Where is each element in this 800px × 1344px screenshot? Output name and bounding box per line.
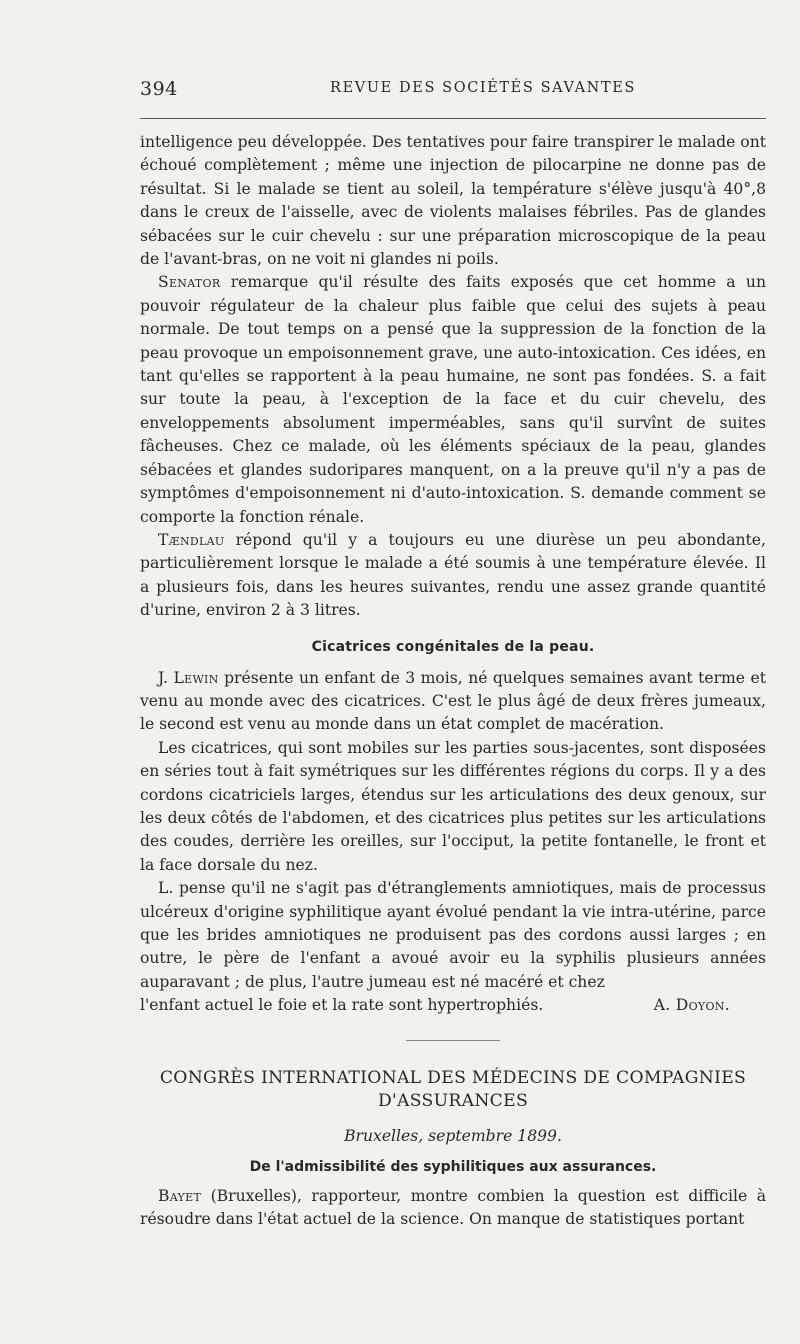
speaker-name: Senator	[158, 273, 221, 292]
section-divider	[406, 1040, 500, 1041]
paragraph-lewin	[140, 667, 766, 737]
paragraph-diagnosis: L. pense qu'il ne s'agit pas d'étranglements amniotiques, mais de processus ulcéreux d'origine syphilitique ayant évolué pendant la vie intra-utérine, parce que les brides amniotiques ne produisent pas des cordons aussi larges ; en outre, le père de l'enfant a avoué avoir eu la syphilis plusieurs années auparavant ; de plus, l'autre jumeau est né macéré et chez	[140, 879, 766, 991]
paragraph-text: répond qu'il y a toujours eu une diurèse un peu abondante, particulièrement lorsque le malade a été soumis à une température élevée. Il a plusieurs fois, dans les heures suivantes, rendu une assez grande quantité d'urine, environ 2 à 3 litres.	[140, 530, 766, 620]
speaker-name: Lewin	[173, 668, 219, 687]
paragraph-text: (Bruxelles), rapporteur, montre combien la question est difficile à résoudre dans l'état actuel de la science. On manque de statistiques portant	[140, 1186, 766, 1229]
speaker-name: Bayet	[158, 1186, 202, 1205]
congress-title	[140, 1067, 766, 1113]
paragraph-continuation: intelligence peu développée. Des tentatives pour faire transpirer le malade ont échoué complètement ; même une injection de pilocarpine ne donne pas de résultat. Si le malade se tient au soleil, la température s'élève jusqu'à 40°,8 dans le creux de l'aisselle, avec de violents malaises fébriles. Pas de glandes sébacées sur le cuir chevelu : sur une préparation microscopique de la peau de l'avant-bras, on ne voit ni glandes ni poils.	[140, 133, 766, 269]
body-text	[140, 131, 766, 1231]
dateline: Bruxelles, septembre 1899.	[344, 1126, 562, 1145]
paragraph-last-line: l'enfant actuel le foie et la rate sont hypertrophiés.	[140, 996, 544, 1015]
running-head	[140, 78, 766, 102]
author-signature: A. Doyon.	[653, 996, 730, 1015]
paragraph-scars: Les cicatrices, qui sont mobiles sur les parties sous-jacentes, sont disposées en séries tout à fait symétriques sur les différentes régions du corps. Il y a des cordons cicatriciels larges, étendus sur les articulations des deux genoux, sur les deux côtés de l'abdomen, et des cicatrices plus petites sur les articulations des coudes, derrière les oreilles, sur l'occiput, la petite fontanelle, le front et la face dorsale du nez.	[140, 738, 766, 874]
paragraph-bayet	[140, 1185, 766, 1232]
subsection-title: De l'admissibilité des syphilitiques aux assurances.	[249, 1158, 657, 1175]
paragraph-senator	[140, 271, 766, 528]
page-number: 394	[140, 78, 178, 100]
speaker-name: Tændlau	[158, 530, 225, 549]
initial: J.	[158, 668, 174, 687]
paragraph-text: remarque qu'il résulte des faits exposés que cet homme a un pouvoir régulateur de la chaleur plus faible que celui des sujets à peau normale. De tout temps on a pensé que la suppression de la fonction de la peau provoque un empoisonnement grave, une auto-intoxication. Ces idées, en tant qu'elles se rapportent à la peau humaine, ne sont pas fondées. S. a fait sur toute la peau, à l'exception de la face et du cuir chevelu, des enveloppements absolument imperméables, sans qu'il survînt de suites fâcheuses. Chez ce malade, où les éléments spéciaux de la peau, glandes sébacées et glandes sudoripares manquent, on a la preuve qu'il n'y a pas de symptômes d'empoisonnement ni d'auto-intoxication. S. demande comment se comporte la fonction rénale.	[140, 273, 766, 526]
journal-title: REVUE DES SOCIÉTÉS SAVANTES	[330, 80, 636, 96]
signature-line	[140, 994, 766, 1017]
paragraph-text: présente un enfant de 3 mois, né quelques semaines avant terme et venu au monde avec des cicatrices. C'est le plus âgé de deux frères jumeaux, le second est venu au monde dans un état complet de macération.	[140, 668, 766, 734]
section-title: Cicatrices congénitales de la peau.	[311, 638, 595, 655]
congress-title-line-2: D'ASSURANCES	[377, 1090, 529, 1111]
congress-title-line-1: CONGRÈS INTERNATIONAL DES MÉDECINS DE COMPAGNIES	[159, 1067, 747, 1088]
paragraph-taendlau	[140, 529, 766, 623]
header-rule	[140, 118, 766, 119]
